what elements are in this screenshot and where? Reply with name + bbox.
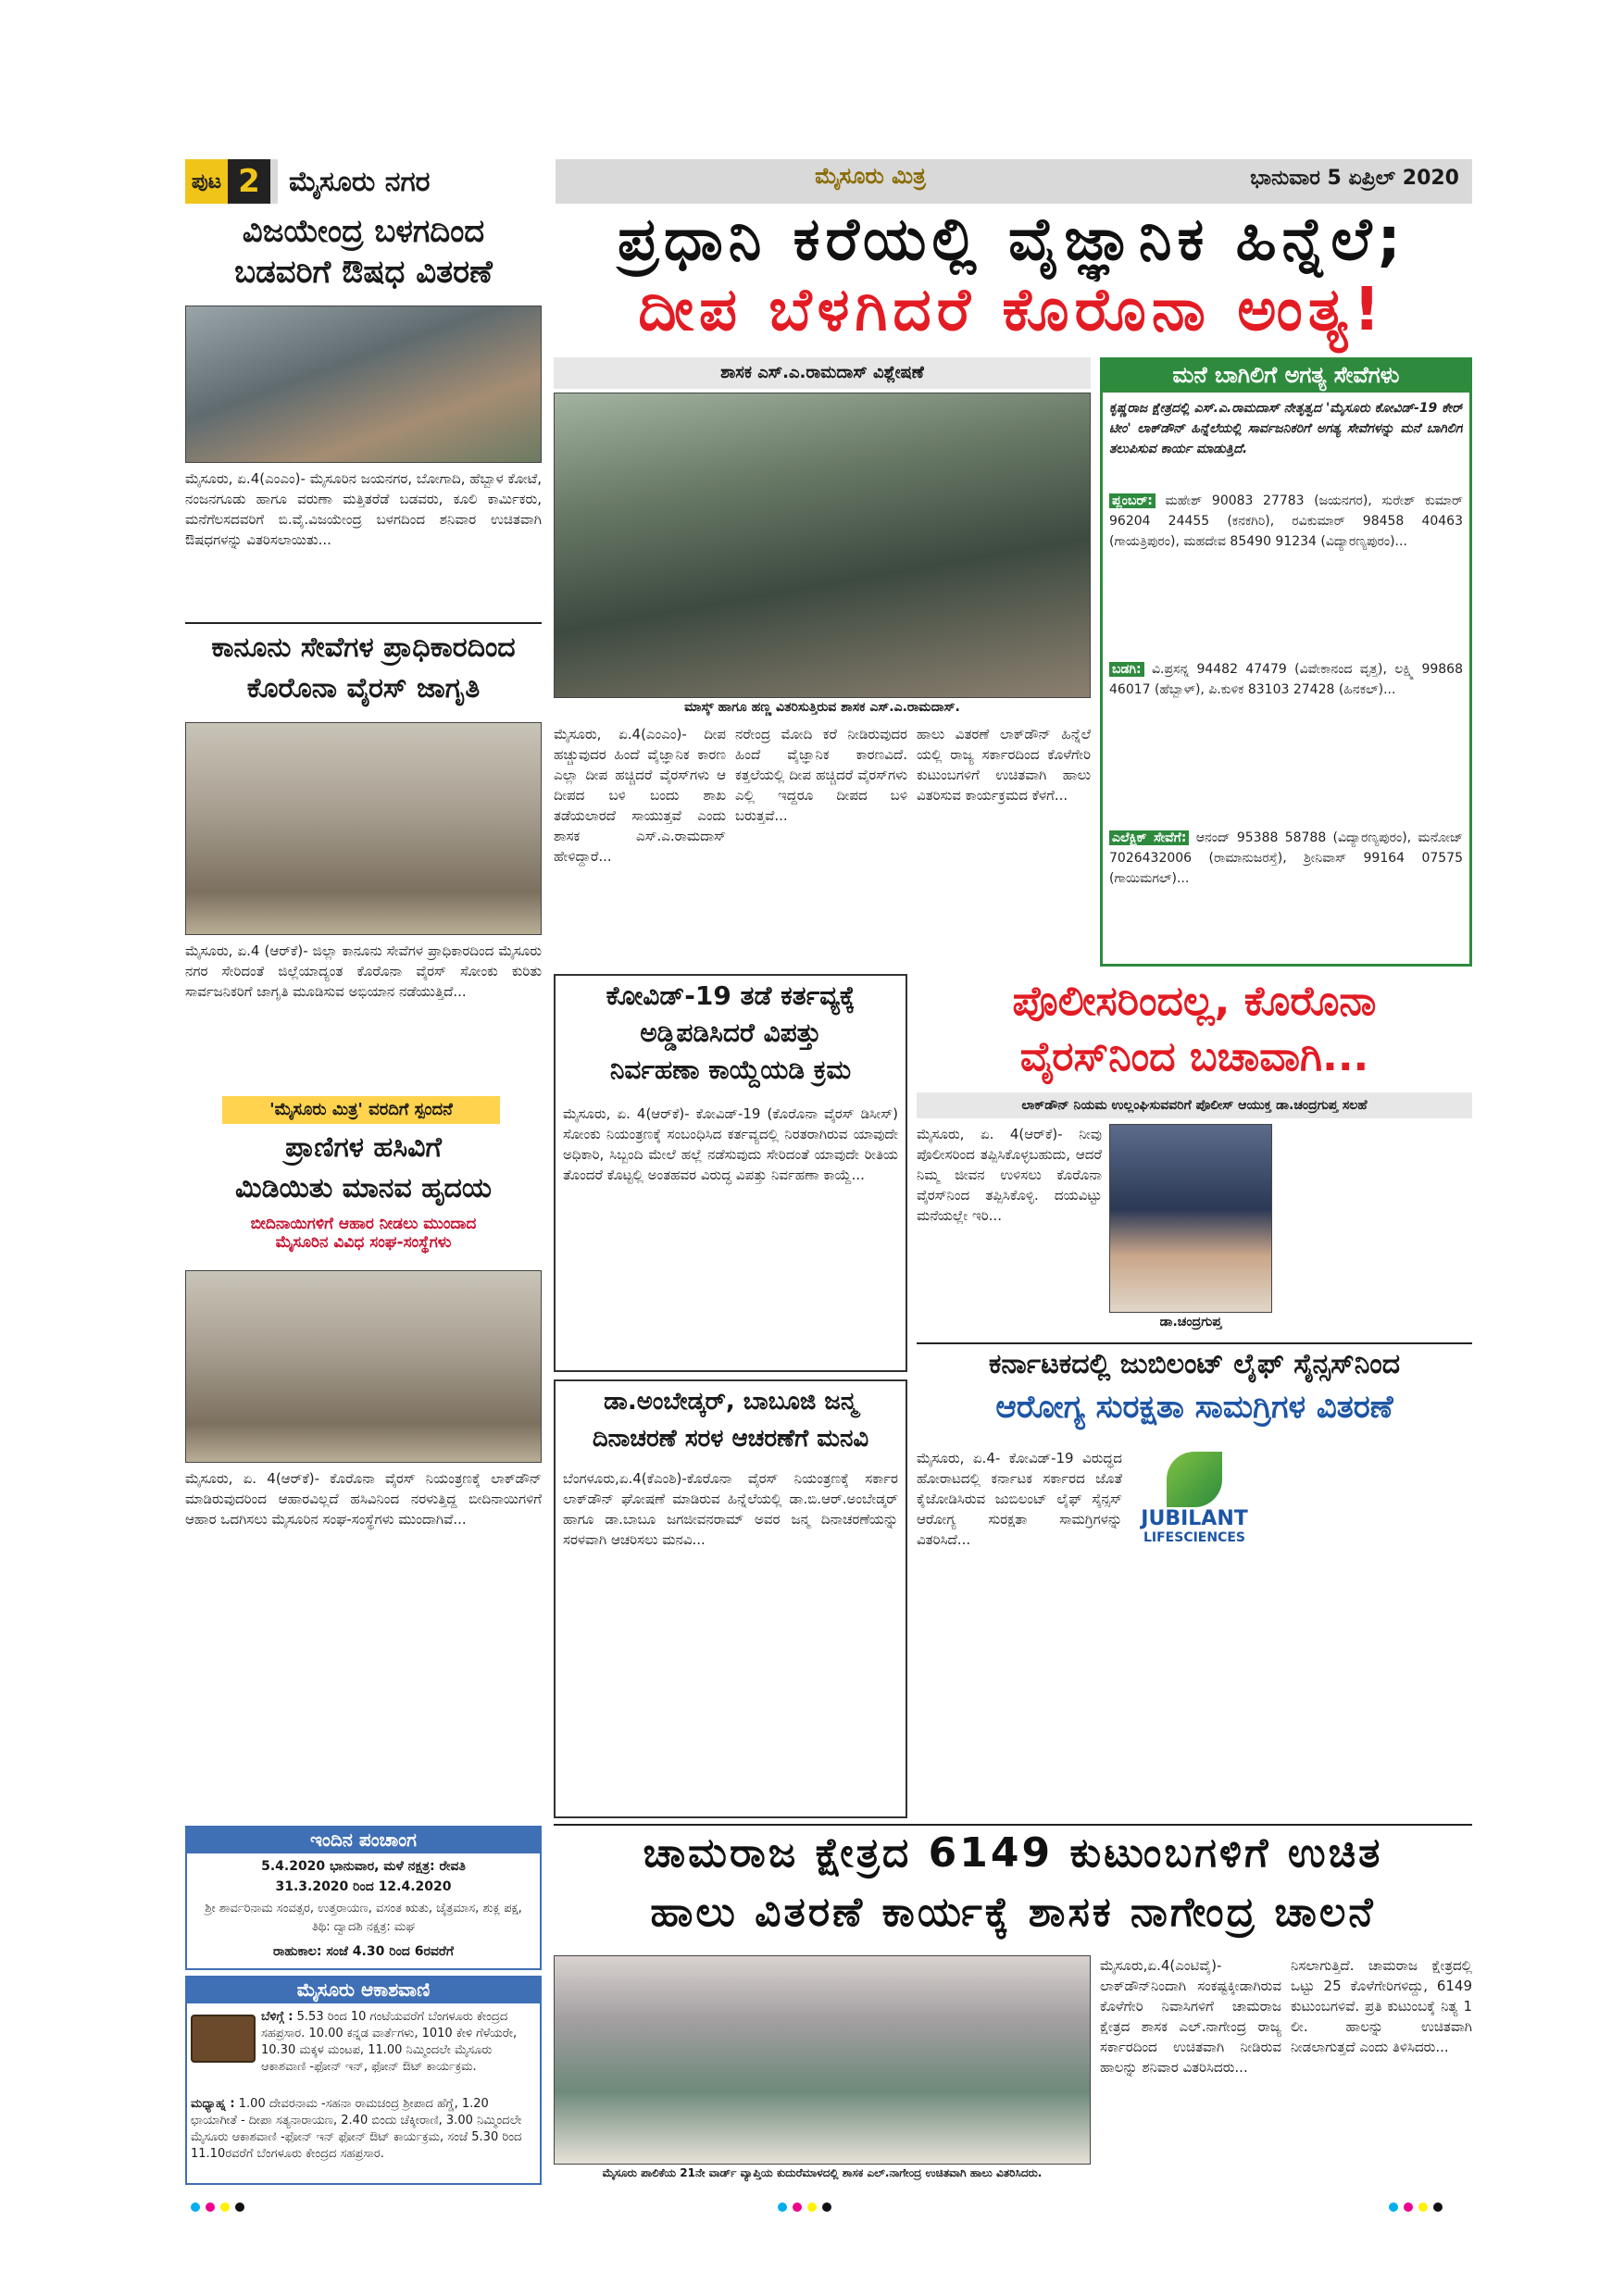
jubilant-title-line2: ಆರೋಗ್ಯ ಸುರಕ್ಷತಾ ಸಾಮಗ್ರಿಗಳ ವಿತರಣೆ: [995, 1389, 1393, 1426]
police-photo: [1109, 1124, 1272, 1313]
lead-photo: [554, 393, 1091, 698]
radio-icon: [191, 2015, 256, 2063]
police-title-line1: ಪೊಲೀಸರಿಂದಲ್ಲ, ಕೊರೊನಾ: [1012, 978, 1377, 1025]
divider: [185, 622, 542, 624]
services-electrician: [1109, 828, 1463, 961]
services-carpenter-label: ಬಡಗಿ:: [1109, 662, 1144, 677]
panchanga-line1: 5.4.2020 ಭಾನುವಾರ, ಮಳೆ ನಕ್ಷತ್ರ: ರೇವತಿ: [261, 1859, 466, 1874]
response-tag: 'ಮೈಸೂರು ಮಿತ್ರ' ವರದಿಗೆ ಸ್ಪಂದನೆ: [222, 1096, 500, 1124]
magenta-dot: [1404, 2202, 1413, 2212]
bottom-photo-caption: ಮೈಸೂರು ಪಾಲಿಕೆಯ 21ನೇ ವಾರ್ಡ್ ವ್ಯಾಪ್ತಿಯ ಕುದುರೆಮಾಳದಲ್ಲಿ ಶಾಸಕ ಎಲ್.ನಾಗೇಂದ್ರ ಉಚಿತವಾಗಿ ಹಾಲು ವಿತರಿಸಿದರು.: [554, 2166, 1091, 2185]
services-plumber: [1109, 491, 1463, 654]
black-dot: [822, 2202, 831, 2212]
services-electrician-label: ಎಲೆಕ್ಟ್ರಿಕ್ ಸೇವೆಗೆ:: [1109, 830, 1189, 845]
lead-photo-caption: ಮಾಸ್ಕ್ ಹಾಗೂ ಹಣ್ಣ ವಿತರಿಸುತ್ತಿರುವ ಶಾಸಕ ಎಸ್.ಎ.ರಾಮದಾಸ್.: [554, 700, 1091, 720]
jubilant-logo: [1130, 1452, 1259, 1563]
registration-marks-center: [778, 2198, 889, 2211]
lead-headline-line2: ದೀಪ ಬೆಳಗಿದರೆ ಕೊರೊನಾ ಅಂತ್ಯ!: [638, 276, 1386, 344]
masthead: ಮೈಸೂರು ಮಿತ್ರ: [815, 163, 926, 189]
story3-subtitle: [185, 1215, 542, 1267]
black-dot: [235, 2202, 244, 2212]
radio-morning-text: 5.53 ರಿಂದ 10 ಗಂಟೆಯವರೆಗೆ ಬೆಂಗಳೂರು ಕೇಂದ್ರದ ಸಹಪ್ರಸಾರ. 10.00 ಕನ್ನಡ ವಾರ್ತೆಗಳು, 1010 ಕೇಳಿ ಗೆಳೆಯರೇ, 10.30 ಮಕ್ಕಳ ಮಂಟಪ, 11.00 ನಿಮ್ಮಿಂದಲೇ ಮೈಸೂರು ಆಕಾಶವಾಣಿ -ಫೋನ್ ಇನ್, ಫೋನ್ ಔಟ್ ಕಾರ್ಯಕ್ರಮ.: [261, 2010, 518, 2074]
story3-subtitle-line1: ಬೀದಿನಾಯಿಗಳಿಗೆ ಆಹಾರ ನೀಡಲು ಮುಂದಾದ: [250, 1215, 477, 1233]
magenta-dot: [206, 2202, 215, 2212]
jubilant-body-left: ಮೈಸೂರು, ಏ.4- ಕೋವಿಡ್-19 ವಿರುದ್ಧದ ಹೋರಾಟದಲ್ಲಿ ಕರ್ನಾಟಕ ಸರ್ಕಾರದ ಜೊತೆ ಕೈಜೋಡಿಸಿರುವ ಜುಬಿಲಂಟ್ ಲೈಫ್ ಸೈನ್ಸಸ್ ಆರೋಗ್ಯ ಸುರಕ್ಷತಾ ಸಾಮಗ್ರಿಗಳನ್ನು ವಿತರಿಸಿದೆ...: [917, 1450, 1122, 1548]
radio-noon-label: ಮಧ್ಯಾಹ್ನ :: [191, 2097, 235, 2111]
story3-body: ಮೈಸೂರು, ಏ. 4(ಆರ್‌ಕೆ)- ಕೊರೊನಾ ವೈರಸ್ ನಿಯಂತ್ರಣಕ್ಕೆ ಲಾಕ್‌ಡೌನ್ ಮಾಡಿರುವುದರಿಂದ ಆಹಾರವಿಲ್ಲದೆ ಹಸಿವಿನಿಂದ ನರಳುತ್ತಿದ್ದ ಬೀದಿನಾಯಿಗಳಿಗೆ ಆಹಾರ ಒದಗಿಸಲು ಮೈಸೂರಿನ ಸಂಘ-ಸಂಸ್ಥೆಗಳು ಮುಂದಾಗಿವೆ...: [185, 1470, 542, 1528]
panchanga-line2: 31.3.2020 ರಿಂದ 12.4.2020: [275, 1879, 452, 1894]
yellow-dot: [1418, 2202, 1428, 2212]
cyan-dot: [191, 2202, 200, 2212]
services-plumber-list: ಮಹೇಶ್ 90083 27783 (ಜಯನಗರ), ಸುರೇಶ್ ಕುಮಾರ್ 96204 24455 (ಕನಕಗಿರಿ), ರವಿಕುಮಾರ್ 98458 40463 (ಗಾಯತ್ರಿಪುರಂ), ಮಹದೇವ 85490 91234 (ವಿದ್ಯಾರಣ್ಯಪುರಂ)...: [1109, 493, 1463, 549]
police-title-line2: ವೈರಸ್‌ನಿಂದ ಬಚಾವಾಗಿ...: [1019, 1033, 1369, 1080]
lead-headline-line1: ಪ್ರಧಾನಿ ಕರೆಯಲ್ಲಿ ವೈಜ್ಞಾನಿಕ ಹಿನ್ನೆಲೆ;: [618, 206, 1406, 274]
story1-photo: [185, 306, 542, 463]
registration-marks-left: [191, 2198, 302, 2211]
story2-title-line1: ಕಾನೂನು ಸೇವೆಗಳ ಪ್ರಾಧಿಕಾರದಿಂದ: [211, 631, 516, 664]
jubilant-title-line1: ಕರ್ನಾಟಕದಲ್ಲಿ ಜುಬಿಲಂಟ್ ಲೈಫ್ ಸೈನ್ಸಸ್‌ನಿಂದ: [988, 1348, 1401, 1380]
bottom-title-line1: ಚಾಮರಾಜ ಕ್ಷೇತ್ರದ 6149 ಕುಟುಂಬಗಳಿಗೆ ಉಚಿತ: [643, 1829, 1383, 1877]
covid-body: ಮೈಸೂರು, ಏ. 4(ಆರ್‌ಕೆ)- ಕೋವಿಡ್-19 (ಕೊರೊನಾ ವೈರಸ್ ಡಿಸೀಸ್) ಸೋಂಕು ನಿಯಂತ್ರಣಕ್ಕೆ ಸಂಬಂಧಿಸಿದ ಕರ್ತವ್ಯದಲ್ಲಿ ನಿರತರಾಗಿರುವ ಯಾವುದೇ ಅಧಿಕಾರಿ, ಸಿಬ್ಬಂದಿ ಮೇಲೆ ಹಲ್ಲೆ ನಡೆಸುವುದು ಸೇರಿದಂತೆ ಯಾವುದೇ ರೀತಿಯ ತೊಂದರೆ ಕೊಟ್ಟಲ್ಲಿ ಅಂತಹವರ ವಿರುದ್ಧ ವಿಪತ್ತು ನಿರ್ವಹಣಾ ಕಾಯ್ದೆ...: [563, 1105, 898, 1183]
services-carpenter: [1109, 659, 1463, 822]
police-title: [917, 974, 1472, 1091]
bottom-body-col1: ಮೈಸೂರು,ಏ.4(ಎಂಟಿವೈ)- ಲಾಕ್‌ಡೌನ್‌ನಿಂದಾಗಿ ಸಂಕಷ್ಟಕ್ಕೀಡಾಗಿರುವ ಕೊಳೆಗೇರಿ ನಿವಾಸಿಗಳಿಗೆ ಚಾಮರಾಜ ಕ್ಷೇತ್ರದ ಶಾಸಕ ಎಲ್.ನಾಗೇಂದ್ರ ರಾಜ್ಯ ಸರ್ಕಾರದಿಂದ ಉಚಿತವಾಗಿ ನೀಡಿರುವ ಹಾಲನ್ನು ಶನಿವಾರ ವಿತರಿಸಿದರು...: [1100, 1957, 1281, 2076]
covid-title: [557, 978, 904, 1098]
lead-body-col1: ಮೈಸೂರು, ಏ.4(ಎಂಎಂ)- ದೀಪ ಹಚ್ಚುವುದರ ಹಿಂದೆ ವೈಜ್ಞಾನಿಕ ಕಾರಣ ಎಲ್ಲಾ ದೀಪ ಹಚ್ಚಿದರೆ ವೈರಸ್‌ಗಳು ಆ ದೀಪದ ಬಳಿ ಬಂದು ಶಾಖ ತಡೆಯಲಾರದೆ ಸಾಯುತ್ತವೆ ಎಂದು ಶಾಸಕ ಎಸ್.ಎ.ರಾಮದಾಸ್ ಹೇಳಿದ್ದಾರೆ...: [554, 726, 726, 865]
cyan-dot: [1389, 2202, 1398, 2212]
issue-date: ಭಾನುವಾರ 5 ಏಪ್ರಿಲ್ 2020: [1250, 167, 1459, 190]
story2-title: [185, 628, 542, 717]
services-electrician-list: ಆನಂದ್ 95388 58788 (ವಿದ್ಯಾರಣ್ಯಪುರಂ), ಮನೋಜ್ 7026432006 (ರಾಮಾನುಜರಸ್ತೆ), ಶ್ರೀನಿವಾಸ್ 99164 07575 (ಗಾಯಿಮಗಲ್)...: [1109, 830, 1463, 886]
covid-title-line3: ನಿರ್ವಹಣಾ ಕಾಯ್ದೆಯಡಿ ಕ್ರಮ: [609, 1054, 852, 1085]
story1-body: ಮೈಸೂರು, ಏ.4(ಎಂಎಂ)- ಮೈಸೂರಿನ ಜಯನಗರ, ಬೋಗಾದಿ, ಹೆಬ್ಬಾಳ ಕೋಟೆ, ನಂಜನಗೂಡು ಹಾಗೂ ವರುಣಾ ಮತ್ತಿತರೆಡೆ ಬಡವರು, ಕೂಲಿ ಕಾರ್ಮಿಕರು, ಮನೆಗೆಲಸದವರಿಗೆ ಬಿ.ವೈ.ವಿಜಯೇಂದ್ರ ಬಳಗದಿಂದ ಶನಿವಾರ ಉಚಿತವಾಗಿ ಔಷಧಗಳನ್ನು ವಿತರಿಸಲಾಯಿತು...: [185, 470, 542, 548]
ambedkar-title: [557, 1383, 904, 1463]
story3-title-line1: ಪ್ರಾಣಿಗಳ ಹಸಿವಿಗೆ: [285, 1131, 442, 1164]
radio-noon-text: 1.00 ದೇವರನಾಮ -ಸಹನಾ ರಾಮಚಂದ್ರ ಶ್ರೀಪಾದ ಹೆಗ್ಡೆ, 1.20 ಛಾಯಾಗೀತೆ - ದೀಪಾ ಸತ್ಯನಾರಾಯಣ, 2.40 ಬಿಂದು ಚೆಕ್ಕೀರಾಣಿ, 3.00 ನಿಮ್ಮಿಂದಲೇ ಮೈಸೂರು ಆಕಾಶವಾಣಿ -ಫೋನ್ ಇನ್ ಫೋನ್ ಔಟ್ ಕಾರ್ಯಕ್ರಮ, ಸಂಜೆ 5.30 ರಿಂದ 11.10ರವರೆಗೆ ಬೆಂಗಳೂರು ಕೇಂದ್ರದ ಸಹಪ್ರಸಾರ.: [191, 2097, 522, 2161]
panchanga-line4: ರಾಹುಕಾಲ: ಸಂಜೆ 4.30 ರಿಂದ 6ರವರೆಗೆ: [273, 1944, 454, 1959]
story1-title: [185, 211, 542, 304]
story2-title-line2: ಕೊರೊನಾ ವೈರಸ್ ಜಾಗೃತಿ: [246, 672, 481, 705]
services-carpenter-list: ವಿ.ಪ್ರಸನ್ನ 94482 47479 (ವಿವೇಕಾನಂದ ವೃತ್ತ), ಲಕ್ಷ್ಮಿ 99868 46017 (ಹೆಬ್ಬಾಳ್), ಪಿ.ಕುಳಿಕ 83103 27428 (ಹಿನಕಲ್)...: [1109, 662, 1463, 697]
story3-title: [185, 1128, 542, 1213]
jubilant-body-right: [1268, 1448, 1472, 1818]
story3-subtitle-line2: ಮೈಸೂರಿನ ವಿವಿಧ ಸಂಘ-ಸಂಸ್ಥೆಗಳು: [275, 1233, 452, 1252]
ambedkar-title-line1: ಡಾ.ಅಂಬೇಡ್ಕರ್, ಬಾಬೂಜಿ ಜನ್ಮ: [604, 1388, 857, 1416]
ambedkar-body: ಬೆಂಗಳೂರು,ಏ.4(ಕೆಎಂಶಿ)-ಕೊರೊನಾ ವೈರಸ್ ನಿಯಂತ್ರಣಕ್ಕೆ ಸರ್ಕಾರ ಲಾಕ್‌ಡೌನ್ ಘೋಷಣೆ ಮಾಡಿರುವ ಹಿನ್ನೆಲೆಯಲ್ಲಿ ಡಾ.ಬಿ.ಆರ್.ಅಂಬೇಡ್ಕರ್ ಹಾಗೂ ಡಾ.ಬಾಬೂ ಜಗಜೀವನರಾಮ್ ಅವರ ಜನ್ಮ ದಿನಾಚರಣೆಯನ್ನು ಸರಳವಾಗಿ ಆಚರಿಸಲು ಮನವಿ...: [563, 1470, 898, 1548]
story3-title-line2: ಮಿಡಿಯಿತು ಮಾನವ ಹೃದಯ: [235, 1172, 492, 1204]
police-tag: ಲಾಕ್‌ಡೌನ್ ನಿಯಮ ಉಲ್ಲಂಘಿಸುವವರಿಗೆ ಪೊಲೀಸ್ ಆಯುಕ್ತ ಡಾ.ಚಂದ್ರಗುಪ್ತ ಸಲಹೆ: [917, 1092, 1472, 1118]
police-body-right: [1280, 1124, 1472, 1337]
page-label: ಪುಟ: [185, 159, 228, 204]
bottom-photo: [554, 1955, 1091, 2165]
police-body: ಮೈಸೂರು, ಏ. 4(ಆರ್‌ಕೆ)- ನೀವು ಪೊಲೀಸರಿಂದ ತಪ್ಪಿಸಿಕೊಳ್ಳಬಹುದು, ಆದರೆ ನಿಮ್ಮ ಜೀವನ ಉಳಿಸಲು ಕೊರೊನಾ ವೈರಸ್‌ನಿಂದ ತಪ್ಪಿಸಿಕೊಳ್ಳಿ. ದಯವಿಟ್ಟು ಮನೆಯಲ್ಲೇ ಇರಿ...: [917, 1126, 1102, 1224]
radio-noon: [191, 2096, 535, 2181]
story3-photo: [185, 1270, 542, 1463]
story2-photo: [185, 722, 542, 935]
covid-title-line1: ಕೋವಿಡ್-19 ತಡೆ ಕರ್ತವ್ಯಕ್ಕೆ: [606, 980, 856, 1011]
story2-body: ಮೈಸೂರು, ಏ.4 (ಆರ್‌ಕೆ)- ಜಿಲ್ಲಾ ಕಾನೂನು ಸೇವೆಗಳ ಪ್ರಾಧಿಕಾರದಿಂದ ಮೈಸೂರು ನಗರ ಸೇರಿದಂತೆ ಜಿಲ್ಲೆಯಾದ್ಯಂತ ಕೊರೊನಾ ವೈರಸ್ ಸೋಂಕು ಕುರಿತು ಸಾರ್ವಜನಿಕರಿಗೆ ಜಾಗೃತಿ ಮೂಡಿಸುವ ಅಭಿಯಾನ ನಡೆಯುತ್ತಿದೆ...: [185, 942, 542, 1000]
covid-title-line2: ಅಡ್ಡಿಪಡಿಸಿದರೆ ವಿಪತ್ತು: [640, 1017, 821, 1048]
section-name: ಮೈಸೂರು ನಗರ: [278, 159, 556, 204]
lead-tag: ಶಾಸಕ ಎಸ್.ಎ.ರಾಮದಾಸ್ ವಿಶ್ಲೇಷಣೆ: [554, 357, 1091, 389]
yellow-dot: [220, 2202, 230, 2212]
ambedkar-title-line2: ದಿನಾಚರಣೆ ಸರಳ ಆಚರಣೆಗೆ ಮನವಿ: [592, 1425, 869, 1453]
bottom-body-col2: ನಿಸಲಾಗುತ್ತಿದೆ. ಚಾಮರಾಜ ಕ್ಷೇತ್ರದಲ್ಲಿ ಒಟ್ಟು 25 ಕೊಳೆಗೇರಿಗಳಿದ್ದು, 6149 ಕುಟುಂಬಗಳಿವೆ. ಪ್ರತಿ ಕುಟುಂಬಕ್ಕೆ ನಿತ್ಯ 1 ಲೀ. ಹಾಲನ್ನು ಉಚಿತವಾಗಿ ನೀಡಲಾಗುತ್ತದೆ ಎಂದು ತಿಳಿಸಿದರು...: [1291, 1957, 1472, 2055]
jubilant-logo-sub: LIFESCIENCES: [1143, 1530, 1246, 1545]
jubilant-logo-text: JUBILANT: [1141, 1507, 1248, 1530]
services-title: ಮನೆ ಬಾಗಿಲಿಗೆ ಅಗತ್ಯ ಸೇವೆಗಳು: [1100, 357, 1472, 393]
cyan-dot: [778, 2202, 787, 2212]
panchanga-title: ಇಂದಿನ ಪಂಚಾಂಗ: [185, 1826, 542, 1853]
lead-body-col3: ಹಾಲು ವಿತರಣೆ ಲಾಕ್‌ಡೌನ್ ಹಿನ್ನೆಲೆ ಯಲ್ಲಿ ರಾಜ್ಯ ಸರ್ಕಾರದಿಂದ ಕೊಳೆಗೇರಿ ಕುಟುಂಬಗಳಿಗೆ ಉಚಿತವಾಗಿ ಹಾಲು ವಿತರಿಸುವ ಕಾರ್ಯಕ್ರಮದ ಕೆಳಗೆ...: [917, 726, 1091, 804]
yellow-dot: [807, 2202, 817, 2212]
registration-marks-right: [1389, 2198, 1500, 2211]
black-dot: [1433, 2202, 1443, 2212]
radio-title: ಮೈಸೂರು ಆಕಾಶವಾಣಿ: [185, 1976, 542, 2003]
divider: [554, 1824, 1472, 1826]
services-plumber-label: ಪ್ಲಂಬರ್:: [1109, 493, 1156, 508]
page-number: 2: [228, 159, 270, 204]
services-intro: ಕೃಷ್ಣರಾಜ ಕ್ಷೇತ್ರದಲ್ಲಿ ಎಸ್.ಎ.ರಾಮದಾಸ್ ನೇತೃತ್ವದ 'ಮೈಸೂರು ಕೋವಿಡ್-19 ಕೇರ್ ಟೀಂ' ಲಾಕ್‌ಡೌನ್ ಹಿನ್ನೆಲೆಯಲ್ಲಿ ಸಾರ್ವಜನಿಕರಿಗೆ ಅಗತ್ಯ ಸೇವೆಗಳನ್ನು ಮನೆ ಬಾಗಿಲಿಗೆ ತಲುಪಿಸುವ ಕಾರ್ಯ ಮಾಡುತ್ತಿದೆ.: [1109, 401, 1463, 456]
panchanga-line3: ಶ್ರೀ ಶಾರ್ವರಿನಾಮ ಸಂವತ್ಸರ, ಉತ್ತರಾಯಣ, ವಸಂತ ಋತು, ಚೈತ್ರಮಾಸ, ಶುಕ್ಲ ಪಕ್ಷ, ತಿಥಿ: ದ್ವಾದಶಿ ನಕ್ಷತ್ರ: ಮಘ: [205, 1902, 522, 1934]
lead-body-col2: ನರೇಂದ್ರ ಮೋದಿ ಕರೆ ನೀಡಿರುವುದರ ಹಿಂದೆ ವೈಜ್ಞಾನಿಕ ಕಾರಣವಿದೆ. ಕತ್ತಲೆಯಲ್ಲಿ ದೀಪ ಹಚ್ಚಿದರೆ ವೈರಸ್‌ಗಳು ಎಲ್ಲಿ ಇದ್ದರೂ ದೀಪದ ಬಳಿ ಬರುತ್ತವೆ...: [735, 726, 907, 824]
jubilant-leaf-icon: [1167, 1452, 1222, 1507]
police-photo-caption: ಡಾ.ಚಂದ್ರಗುಪ್ತ: [1109, 1315, 1272, 1335]
divider: [917, 1342, 1472, 1344]
magenta-dot: [793, 2202, 802, 2212]
story1-title-line1: ವಿಜಯೇಂದ್ರ ಬಳಗದಿಂದ: [242, 213, 485, 250]
story1-title-line2: ಬಡವರಿಗೆ ಔಷಧ ವಿತರಣೆ: [234, 254, 493, 291]
radio-morning: [261, 2009, 535, 2094]
bottom-title-line2: ಹಾಲು ವಿತರಣೆ ಕಾರ್ಯಕ್ಕೆ ಶಾಸಕ ನಾಗೇಂದ್ರ ಚಾಲನೆ: [650, 1889, 1376, 1936]
radio-morning-label: ಬೆಳಿಗ್ಗೆ :: [261, 2010, 294, 2024]
